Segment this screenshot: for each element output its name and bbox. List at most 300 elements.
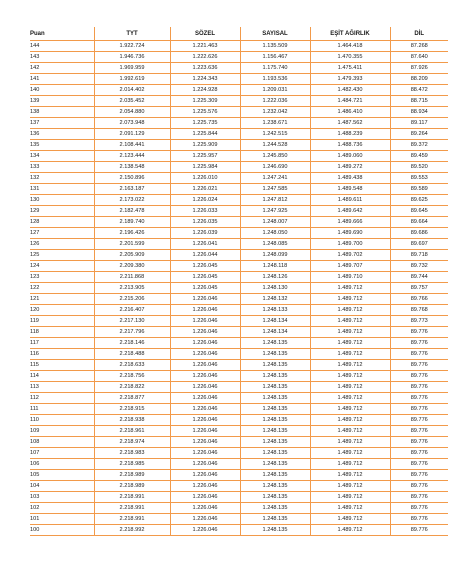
cell-esit-agirlik: 1.489.548 xyxy=(310,184,390,195)
cell-tyt: 2.014.402 xyxy=(94,85,170,96)
cell-puan: 130 xyxy=(30,195,94,206)
header-tyt: TYT xyxy=(94,27,170,41)
cell-puan: 120 xyxy=(30,305,94,316)
cell-sayisal: 1.135.509 xyxy=(240,41,310,52)
table-row xyxy=(30,525,448,536)
cell-esit-agirlik: 1.489.712 xyxy=(310,305,390,316)
cell-tyt: 2.217.796 xyxy=(94,327,170,338)
cell-tyt: 2.091.129 xyxy=(94,129,170,140)
table-row xyxy=(30,360,448,371)
cell-sozel: 1.226.046 xyxy=(170,393,240,404)
cell-dil: 89.697 xyxy=(390,239,448,250)
table-row xyxy=(30,217,448,228)
cell-tyt: 2.215.206 xyxy=(94,294,170,305)
cell-puan: 107 xyxy=(30,448,94,459)
cell-sozel: 1.226.046 xyxy=(170,316,240,327)
cell-puan: 140 xyxy=(30,85,94,96)
cell-puan: 119 xyxy=(30,316,94,327)
table-row xyxy=(30,305,448,316)
cell-tyt: 2.218.633 xyxy=(94,360,170,371)
cell-esit-agirlik: 1.489.712 xyxy=(310,448,390,459)
cell-sayisal: 1.248.134 xyxy=(240,327,310,338)
header-dil: DİL xyxy=(390,27,448,41)
header-sozel: SÖZEL xyxy=(170,27,240,41)
cell-dil: 89.744 xyxy=(390,272,448,283)
cell-sozel: 1.226.046 xyxy=(170,327,240,338)
cell-tyt: 2.054.880 xyxy=(94,107,170,118)
cell-puan: 113 xyxy=(30,382,94,393)
cell-puan: 103 xyxy=(30,492,94,503)
cell-puan: 127 xyxy=(30,228,94,239)
table-row xyxy=(30,41,448,52)
cell-puan: 117 xyxy=(30,338,94,349)
cell-sayisal: 1.242.515 xyxy=(240,129,310,140)
cell-puan: 128 xyxy=(30,217,94,228)
cell-dil: 88.934 xyxy=(390,107,448,118)
cell-puan: 101 xyxy=(30,514,94,525)
cell-sayisal: 1.245.850 xyxy=(240,151,310,162)
cell-esit-agirlik: 1.489.712 xyxy=(310,382,390,393)
cell-dil: 89.776 xyxy=(390,503,448,514)
cell-esit-agirlik: 1.489.611 xyxy=(310,195,390,206)
cell-tyt: 2.213.905 xyxy=(94,283,170,294)
cell-sayisal: 1.248.135 xyxy=(240,437,310,448)
cell-puan: 106 xyxy=(30,459,94,470)
cell-tyt: 2.196.426 xyxy=(94,228,170,239)
cell-esit-agirlik: 1.489.712 xyxy=(310,426,390,437)
cell-puan: 129 xyxy=(30,206,94,217)
cell-dil: 89.776 xyxy=(390,525,448,536)
cell-sayisal: 1.248.135 xyxy=(240,393,310,404)
cell-tyt: 2.138.548 xyxy=(94,162,170,173)
cell-tyt: 2.035.452 xyxy=(94,96,170,107)
cell-puan: 142 xyxy=(30,63,94,74)
cell-sozel: 1.226.046 xyxy=(170,448,240,459)
cell-dil: 89.776 xyxy=(390,327,448,338)
cell-dil: 89.776 xyxy=(390,437,448,448)
cell-sozel: 1.226.046 xyxy=(170,503,240,514)
cell-dil: 89.117 xyxy=(390,118,448,129)
cell-puan: 134 xyxy=(30,151,94,162)
cell-dil: 89.773 xyxy=(390,316,448,327)
cell-tyt: 2.218.991 xyxy=(94,492,170,503)
cell-tyt: 2.211.868 xyxy=(94,272,170,283)
cell-tyt: 2.218.961 xyxy=(94,426,170,437)
cell-sayisal: 1.248.135 xyxy=(240,382,310,393)
table-row xyxy=(30,338,448,349)
cell-sozel: 1.226.046 xyxy=(170,437,240,448)
cell-sozel: 1.226.046 xyxy=(170,492,240,503)
cell-sayisal: 1.247.241 xyxy=(240,173,310,184)
cell-sozel: 1.226.044 xyxy=(170,250,240,261)
cell-dil: 89.776 xyxy=(390,481,448,492)
cell-puan: 123 xyxy=(30,272,94,283)
table-row xyxy=(30,481,448,492)
cell-esit-agirlik: 1.470.355 xyxy=(310,52,390,63)
cell-sayisal: 1.248.135 xyxy=(240,448,310,459)
cell-sayisal: 1.248.135 xyxy=(240,426,310,437)
cell-sozel: 1.226.046 xyxy=(170,481,240,492)
cell-sayisal: 1.248.126 xyxy=(240,272,310,283)
cell-sozel: 1.226.046 xyxy=(170,514,240,525)
cell-esit-agirlik: 1.484.721 xyxy=(310,96,390,107)
cell-puan: 135 xyxy=(30,140,94,151)
cell-esit-agirlik: 1.489.712 xyxy=(310,393,390,404)
cell-tyt: 2.209.380 xyxy=(94,261,170,272)
table-row xyxy=(30,393,448,404)
cell-esit-agirlik: 1.489.712 xyxy=(310,525,390,536)
cell-sozel: 1.226.045 xyxy=(170,261,240,272)
header-sayisal: SAYISAL xyxy=(240,27,310,41)
cell-esit-agirlik: 1.488.736 xyxy=(310,140,390,151)
table-row xyxy=(30,74,448,85)
cell-puan: 139 xyxy=(30,96,94,107)
cell-sozel: 1.226.046 xyxy=(170,415,240,426)
cell-sozel: 1.226.045 xyxy=(170,272,240,283)
cell-esit-agirlik: 1.489.060 xyxy=(310,151,390,162)
cell-puan: 121 xyxy=(30,294,94,305)
table-row xyxy=(30,404,448,415)
cell-puan: 102 xyxy=(30,503,94,514)
cell-tyt: 2.123.444 xyxy=(94,151,170,162)
cell-puan: 108 xyxy=(30,437,94,448)
cell-tyt: 1.922.724 xyxy=(94,41,170,52)
cell-dil: 89.776 xyxy=(390,338,448,349)
cell-sozel: 1.223.636 xyxy=(170,63,240,74)
cell-puan: 131 xyxy=(30,184,94,195)
cell-tyt: 1.969.959 xyxy=(94,63,170,74)
cell-sozel: 1.226.046 xyxy=(170,360,240,371)
cell-dil: 89.776 xyxy=(390,393,448,404)
cell-dil: 89.520 xyxy=(390,162,448,173)
header-puan: Puan xyxy=(30,27,94,41)
cell-sayisal: 1.248.135 xyxy=(240,492,310,503)
cell-sozel: 1.226.045 xyxy=(170,283,240,294)
cell-tyt: 2.182.478 xyxy=(94,206,170,217)
cell-dil: 89.664 xyxy=(390,217,448,228)
table-row xyxy=(30,261,448,272)
table-row xyxy=(30,492,448,503)
cell-dil: 89.264 xyxy=(390,129,448,140)
cell-puan: 114 xyxy=(30,371,94,382)
cell-sayisal: 1.248.050 xyxy=(240,228,310,239)
cell-sozel: 1.226.046 xyxy=(170,371,240,382)
cell-puan: 137 xyxy=(30,118,94,129)
cell-puan: 118 xyxy=(30,327,94,338)
cell-esit-agirlik: 1.489.666 xyxy=(310,217,390,228)
cell-puan: 141 xyxy=(30,74,94,85)
cell-tyt: 1.992.619 xyxy=(94,74,170,85)
cell-esit-agirlik: 1.489.702 xyxy=(310,250,390,261)
cell-puan: 126 xyxy=(30,239,94,250)
cell-sozel: 1.226.033 xyxy=(170,206,240,217)
cell-tyt: 2.150.896 xyxy=(94,173,170,184)
cell-esit-agirlik: 1.489.712 xyxy=(310,404,390,415)
cell-dil: 89.776 xyxy=(390,514,448,525)
cell-dil: 89.766 xyxy=(390,294,448,305)
cell-sozel: 1.226.046 xyxy=(170,525,240,536)
cell-sozel: 1.225.909 xyxy=(170,140,240,151)
table-row xyxy=(30,195,448,206)
cell-sayisal: 1.248.135 xyxy=(240,503,310,514)
table-row xyxy=(30,316,448,327)
cell-sayisal: 1.248.134 xyxy=(240,316,310,327)
cell-sayisal: 1.232.042 xyxy=(240,107,310,118)
cell-sozel: 1.226.041 xyxy=(170,239,240,250)
cell-sayisal: 1.248.135 xyxy=(240,481,310,492)
cell-tyt: 1.946.736 xyxy=(94,52,170,63)
cell-dil: 89.459 xyxy=(390,151,448,162)
cell-puan: 115 xyxy=(30,360,94,371)
cell-sayisal: 1.156.467 xyxy=(240,52,310,63)
table-row xyxy=(30,503,448,514)
cell-sayisal: 1.247.812 xyxy=(240,195,310,206)
cell-sayisal: 1.247.585 xyxy=(240,184,310,195)
cell-sayisal: 1.248.085 xyxy=(240,239,310,250)
table-row xyxy=(30,448,448,459)
cell-sozel: 1.226.046 xyxy=(170,338,240,349)
table-body xyxy=(30,41,448,536)
cell-esit-agirlik: 1.489.712 xyxy=(310,503,390,514)
cell-puan: 104 xyxy=(30,481,94,492)
table-row xyxy=(30,228,448,239)
cell-dil: 89.645 xyxy=(390,206,448,217)
table-row xyxy=(30,151,448,162)
cell-tyt: 2.218.146 xyxy=(94,338,170,349)
cell-dil: 87.926 xyxy=(390,63,448,74)
table-row xyxy=(30,437,448,448)
cell-tyt: 2.218.991 xyxy=(94,514,170,525)
cell-esit-agirlik: 1.489.712 xyxy=(310,349,390,360)
cell-sayisal: 1.247.925 xyxy=(240,206,310,217)
cell-puan: 144 xyxy=(30,41,94,52)
cell-tyt: 2.201.599 xyxy=(94,239,170,250)
cell-esit-agirlik: 1.489.690 xyxy=(310,228,390,239)
table-row xyxy=(30,140,448,151)
cell-esit-agirlik: 1.489.710 xyxy=(310,272,390,283)
cell-dil: 89.776 xyxy=(390,459,448,470)
table-row xyxy=(30,118,448,129)
cell-tyt: 2.218.983 xyxy=(94,448,170,459)
table-row xyxy=(30,173,448,184)
cell-tyt: 2.108.441 xyxy=(94,140,170,151)
cell-dil: 89.372 xyxy=(390,140,448,151)
cell-sozel: 1.226.046 xyxy=(170,305,240,316)
cell-esit-agirlik: 1.479.393 xyxy=(310,74,390,85)
cell-dil: 89.776 xyxy=(390,470,448,481)
cell-sayisal: 1.238.671 xyxy=(240,118,310,129)
cell-dil: 88.472 xyxy=(390,85,448,96)
cell-dil: 89.768 xyxy=(390,305,448,316)
cell-dil: 88.715 xyxy=(390,96,448,107)
cell-esit-agirlik: 1.489.712 xyxy=(310,437,390,448)
cell-sozel: 1.226.046 xyxy=(170,470,240,481)
cell-dil: 87.640 xyxy=(390,52,448,63)
cell-sozel: 1.224.928 xyxy=(170,85,240,96)
cell-sayisal: 1.248.099 xyxy=(240,250,310,261)
table-row xyxy=(30,382,448,393)
cell-puan: 138 xyxy=(30,107,94,118)
cell-puan: 105 xyxy=(30,470,94,481)
cell-tyt: 2.218.992 xyxy=(94,525,170,536)
cell-esit-agirlik: 1.489.712 xyxy=(310,316,390,327)
cell-esit-agirlik: 1.489.712 xyxy=(310,283,390,294)
cell-esit-agirlik: 1.482.430 xyxy=(310,85,390,96)
cell-esit-agirlik: 1.486.410 xyxy=(310,107,390,118)
cell-puan: 122 xyxy=(30,283,94,294)
header-esit-agirlik: EŞİT AĞIRLIK xyxy=(310,27,390,41)
cell-esit-agirlik: 1.489.712 xyxy=(310,360,390,371)
cell-dil: 89.776 xyxy=(390,349,448,360)
cell-dil: 89.776 xyxy=(390,415,448,426)
cell-puan: 133 xyxy=(30,162,94,173)
cell-puan: 136 xyxy=(30,129,94,140)
cell-dil: 89.686 xyxy=(390,228,448,239)
table-row xyxy=(30,129,448,140)
cell-tyt: 2.218.822 xyxy=(94,382,170,393)
cell-dil: 89.732 xyxy=(390,261,448,272)
cell-dil: 89.776 xyxy=(390,426,448,437)
cell-sozel: 1.226.046 xyxy=(170,459,240,470)
cell-tyt: 2.218.877 xyxy=(94,393,170,404)
table-row xyxy=(30,184,448,195)
cell-tyt: 2.218.915 xyxy=(94,404,170,415)
table-row xyxy=(30,63,448,74)
table-header xyxy=(30,27,448,41)
cell-dil: 89.776 xyxy=(390,448,448,459)
cell-sozel: 1.225.984 xyxy=(170,162,240,173)
cell-esit-agirlik: 1.488.239 xyxy=(310,129,390,140)
cell-puan: 112 xyxy=(30,393,94,404)
cell-esit-agirlik: 1.489.712 xyxy=(310,327,390,338)
table-row xyxy=(30,294,448,305)
cell-esit-agirlik: 1.489.712 xyxy=(310,481,390,492)
cell-sozel: 1.226.046 xyxy=(170,294,240,305)
cell-tyt: 2.218.756 xyxy=(94,371,170,382)
cell-sozel: 1.226.021 xyxy=(170,184,240,195)
cell-sozel: 1.226.046 xyxy=(170,426,240,437)
header-row xyxy=(30,27,448,41)
cell-sozel: 1.225.844 xyxy=(170,129,240,140)
cell-tyt: 2.189.740 xyxy=(94,217,170,228)
cell-puan: 111 xyxy=(30,404,94,415)
cell-esit-agirlik: 1.489.700 xyxy=(310,239,390,250)
cell-sayisal: 1.248.133 xyxy=(240,305,310,316)
cell-sayisal: 1.248.135 xyxy=(240,415,310,426)
table-row xyxy=(30,283,448,294)
cell-esit-agirlik: 1.489.438 xyxy=(310,173,390,184)
cell-esit-agirlik: 1.464.418 xyxy=(310,41,390,52)
cell-dil: 89.776 xyxy=(390,360,448,371)
table-row xyxy=(30,349,448,360)
cell-dil: 89.625 xyxy=(390,195,448,206)
cell-sayisal: 1.193.536 xyxy=(240,74,310,85)
cell-esit-agirlik: 1.475.411 xyxy=(310,63,390,74)
table-row xyxy=(30,470,448,481)
score-table-container xyxy=(30,27,448,536)
table-row xyxy=(30,514,448,525)
cell-puan: 109 xyxy=(30,426,94,437)
cell-sozel: 1.224.343 xyxy=(170,74,240,85)
table-row xyxy=(30,107,448,118)
cell-sayisal: 1.222.036 xyxy=(240,96,310,107)
cell-sayisal: 1.248.007 xyxy=(240,217,310,228)
cell-dil: 89.718 xyxy=(390,250,448,261)
cell-puan: 143 xyxy=(30,52,94,63)
cell-tyt: 2.218.938 xyxy=(94,415,170,426)
cell-dil: 89.776 xyxy=(390,382,448,393)
cell-dil: 89.757 xyxy=(390,283,448,294)
cell-esit-agirlik: 1.489.272 xyxy=(310,162,390,173)
cell-sozel: 1.225.576 xyxy=(170,107,240,118)
cell-dil: 89.776 xyxy=(390,371,448,382)
cell-dil: 87.268 xyxy=(390,41,448,52)
cell-sayisal: 1.248.130 xyxy=(240,283,310,294)
cell-esit-agirlik: 1.489.712 xyxy=(310,492,390,503)
cell-sozel: 1.226.024 xyxy=(170,195,240,206)
table-row xyxy=(30,52,448,63)
cell-puan: 116 xyxy=(30,349,94,360)
cell-dil: 89.589 xyxy=(390,184,448,195)
cell-sayisal: 1.209.031 xyxy=(240,85,310,96)
cell-puan: 110 xyxy=(30,415,94,426)
table-row xyxy=(30,239,448,250)
table-row xyxy=(30,415,448,426)
cell-puan: 124 xyxy=(30,261,94,272)
table-row xyxy=(30,206,448,217)
cell-esit-agirlik: 1.489.642 xyxy=(310,206,390,217)
cell-sozel: 1.222.626 xyxy=(170,52,240,63)
cell-dil: 88.209 xyxy=(390,74,448,85)
cell-sayisal: 1.248.135 xyxy=(240,360,310,371)
cell-sozel: 1.226.046 xyxy=(170,349,240,360)
cell-sozel: 1.226.046 xyxy=(170,404,240,415)
cell-dil: 89.776 xyxy=(390,492,448,503)
cell-sozel: 1.225.309 xyxy=(170,96,240,107)
table-row xyxy=(30,327,448,338)
table-row xyxy=(30,250,448,261)
cell-sayisal: 1.244.528 xyxy=(240,140,310,151)
cell-sayisal: 1.175.740 xyxy=(240,63,310,74)
cell-sayisal: 1.248.135 xyxy=(240,459,310,470)
cell-sayisal: 1.248.135 xyxy=(240,404,310,415)
cell-tyt: 2.218.985 xyxy=(94,459,170,470)
cell-tyt: 2.217.130 xyxy=(94,316,170,327)
cell-puan: 125 xyxy=(30,250,94,261)
cell-sozel: 1.226.039 xyxy=(170,228,240,239)
table-row xyxy=(30,96,448,107)
cell-esit-agirlik: 1.489.712 xyxy=(310,371,390,382)
cell-esit-agirlik: 1.487.562 xyxy=(310,118,390,129)
cell-sayisal: 1.246.690 xyxy=(240,162,310,173)
cell-dil: 89.553 xyxy=(390,173,448,184)
cell-tyt: 2.163.187 xyxy=(94,184,170,195)
cell-sozel: 1.221.463 xyxy=(170,41,240,52)
cell-tyt: 2.218.991 xyxy=(94,503,170,514)
cell-esit-agirlik: 1.489.707 xyxy=(310,261,390,272)
cell-sayisal: 1.248.135 xyxy=(240,349,310,360)
cell-esit-agirlik: 1.489.712 xyxy=(310,470,390,481)
cell-sayisal: 1.248.135 xyxy=(240,371,310,382)
cell-tyt: 2.218.974 xyxy=(94,437,170,448)
cell-tyt: 2.218.989 xyxy=(94,470,170,481)
cell-esit-agirlik: 1.489.712 xyxy=(310,514,390,525)
cell-sozel: 1.226.035 xyxy=(170,217,240,228)
table-row xyxy=(30,272,448,283)
cell-sayisal: 1.248.118 xyxy=(240,261,310,272)
cell-esit-agirlik: 1.489.712 xyxy=(310,459,390,470)
cell-sozel: 1.226.010 xyxy=(170,173,240,184)
